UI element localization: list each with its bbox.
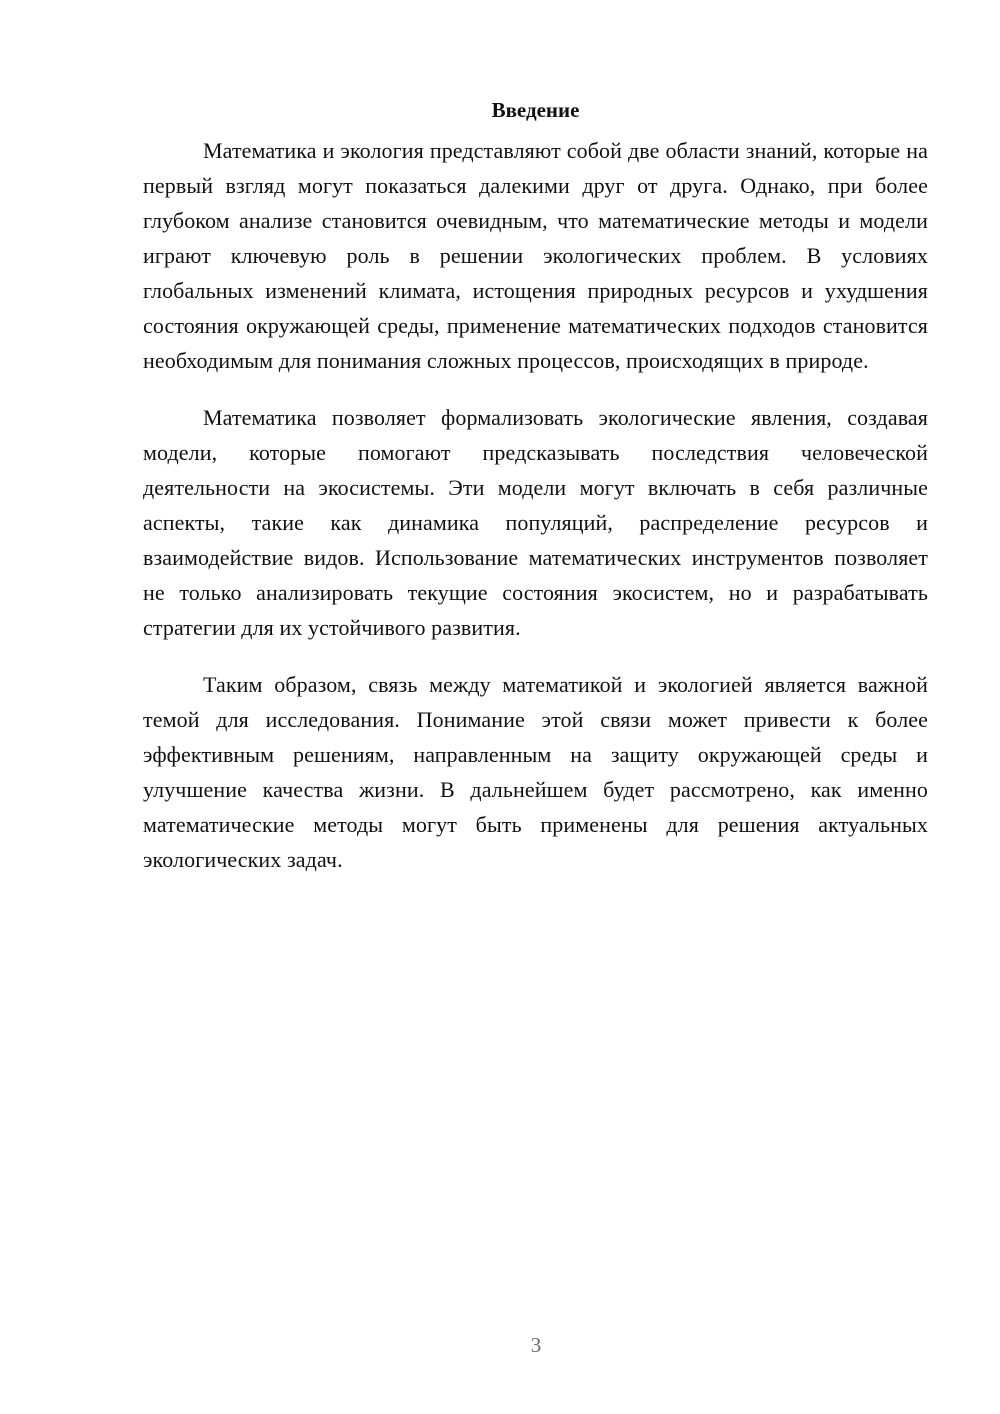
paragraph-2: Математика позволяет формализовать экологические явления, создавая модели, которые помогают предсказывать последствия человеческой деятельности на экосистемы. Эти модели могут включать в себя различные аспекты, такие как динамика популяций, распределение ресурсов и взаимодействие видов. Использование математических инструментов позволяет не только анализировать текущие состояния экосистем, но и разрабатывать стратегии для их устойчивого развития. (143, 405, 928, 640)
paragraph-1: Математика и экология представляют собой две области знаний, которые на первый взгляд могут показаться далекими друг от друга. Однако, при более глубоком анализе становится очевидным, что математические методы и модели играют ключевую роль в решении экологических проблем. В условиях глобальных изменений климата, истощения природных ресурсов и ухудшения состояния окружающей среды, применение математических подходов становится необходимым для понимания сложных процессов, происходящих в природе. (143, 138, 928, 373)
page-number: 3 (530, 1333, 542, 1357)
section-title: Введение (491, 98, 580, 122)
page-content (143, 93, 928, 899)
paragraph-3: Таким образом, связь между математикой и экологией является важной темой для исследования. Понимание этой связи может привести к более эффективным решениям, направленным на защиту окружающей среды и улучшение качества жизни. В дальнейшем будет рассмотрено, как именно математические методы могут быть применены для решения актуальных экологических задач. (143, 672, 928, 872)
